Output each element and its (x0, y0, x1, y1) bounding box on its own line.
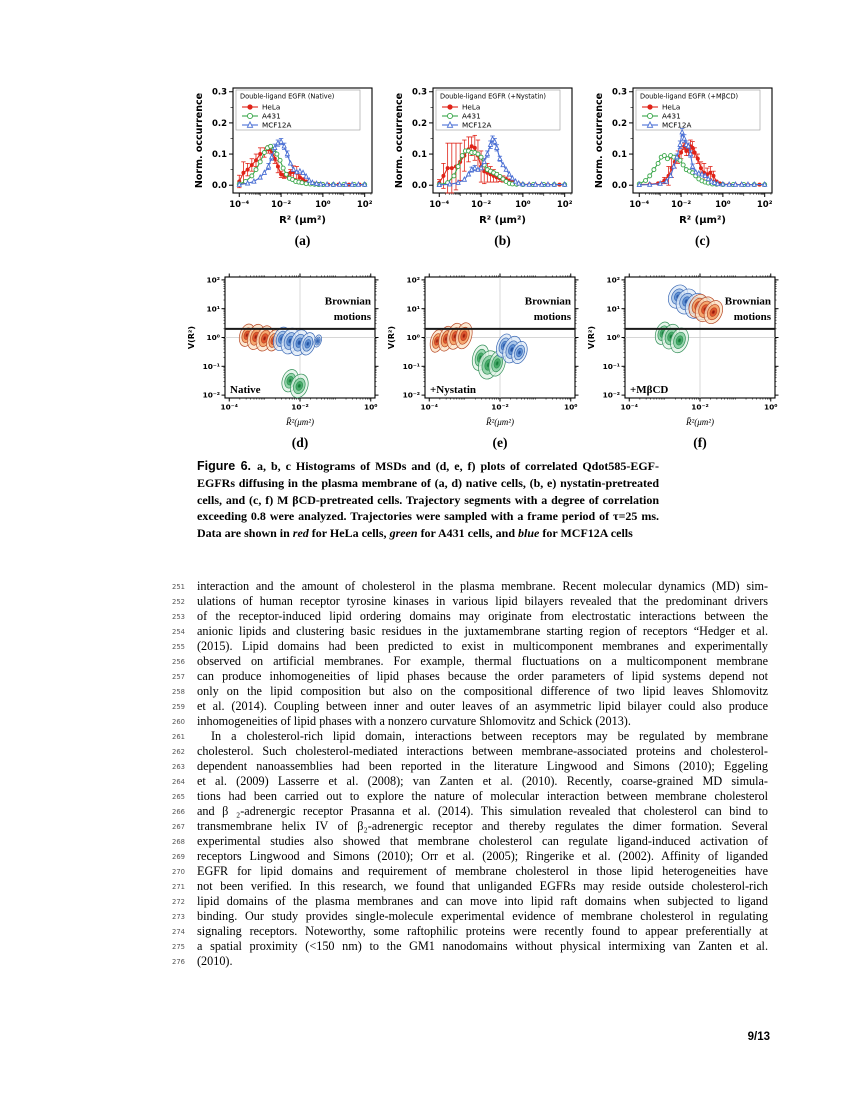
svg-text:Double-ligand EGFR (+Nystatin): Double-ligand EGFR (+Nystatin) (440, 92, 547, 101)
panel-label-a: (a) (294, 233, 311, 248)
caption-segment: for HeLa cells, (308, 526, 390, 541)
svg-text:R² (μm²): R² (μm²) (679, 215, 726, 226)
contour-e-svg (385, 268, 585, 428)
svg-text:10¹: 10¹ (406, 304, 420, 314)
svg-text:Brownian: Brownian (324, 295, 371, 308)
panel-a (190, 76, 390, 249)
svg-text:10⁻⁴: 10⁻⁴ (629, 200, 650, 210)
contour-mbcd (585, 268, 785, 433)
line-text: and β ₂-adrenergic receptor Prasanna et al. (2014). This simulation revealed that cholesterol can bind to (197, 804, 768, 818)
svg-text:0.1: 0.1 (211, 150, 227, 161)
svg-text:10⁰: 10⁰ (515, 200, 531, 210)
panel-label-b: (b) (494, 233, 511, 248)
svg-text:0.2: 0.2 (611, 118, 627, 129)
contour-f-svg (585, 268, 785, 428)
panel-label-e: (e) (492, 435, 508, 450)
svg-text:10⁻⁴: 10⁻⁴ (220, 402, 238, 412)
caption-segment: red (292, 526, 309, 541)
svg-text:10⁻²: 10⁻² (291, 402, 309, 412)
body-line (172, 624, 772, 639)
svg-text:V(R²): V(R²) (387, 325, 396, 350)
body-line (172, 684, 772, 699)
body-line (172, 879, 772, 894)
svg-text:0.3: 0.3 (611, 87, 627, 98)
svg-text:Brownian: Brownian (724, 295, 771, 308)
line-text: In a cholesterol-rich lipid domain, interactions between receptors may be regulated by membrane (211, 729, 768, 743)
line-number: 265 (172, 793, 185, 801)
svg-text:10⁰: 10⁰ (206, 333, 220, 343)
figure-caption-label: Figure 6. (197, 459, 252, 473)
svg-text:R̄²(μm²): R̄²(μm²) (286, 417, 314, 427)
histogram-nystatin (390, 76, 590, 231)
line-text: (2015). Lipid domains had been predicted to exist in multicomponent membranes and experimentally (197, 639, 768, 653)
svg-text:10⁻²: 10⁻² (491, 402, 509, 412)
contour-nystatin (385, 268, 585, 433)
svg-text:0.0: 0.0 (211, 181, 227, 192)
histogram-mbcd (590, 76, 790, 231)
histogram-a-svg (190, 76, 390, 226)
body-line (172, 669, 772, 684)
line-number: 263 (172, 763, 185, 771)
panel-label-d: (d) (291, 435, 309, 450)
svg-text:R̄²(μm²): R̄²(μm²) (686, 417, 714, 427)
body-line (172, 834, 772, 849)
line-text: not been verified. In this research, we found that unliganded EGFRs may reside outside cholesterol-rich (197, 879, 768, 893)
line-number: 261 (172, 733, 185, 741)
svg-text:Norm. occurrence: Norm. occurrence (194, 92, 205, 189)
line-text: tions had been carried out to explore the nature of molecular interaction between membrane cholesterol (197, 789, 768, 803)
panel-b (390, 76, 590, 249)
svg-text:10²: 10² (356, 200, 373, 210)
caption-segment: green (389, 526, 418, 541)
svg-text:R² (μm²): R² (μm²) (279, 215, 326, 226)
caption-segment: blue (518, 526, 540, 541)
line-number: 276 (172, 958, 185, 966)
svg-text:MCF12A: MCF12A (262, 120, 292, 130)
svg-text:10²: 10² (206, 275, 220, 285)
contour-native (185, 268, 385, 433)
svg-text:MCF12A: MCF12A (662, 120, 692, 130)
svg-text:10²: 10² (406, 275, 420, 285)
svg-text:0.2: 0.2 (211, 118, 227, 129)
line-text: signaling receptors. Noteworthy, some raftophilic proteins were recently found to appear preferentially at (197, 924, 768, 938)
body-line (172, 729, 772, 744)
svg-text:A431: A431 (262, 111, 281, 121)
body-line (172, 864, 772, 879)
line-text: et al. (2014). Coupling between inner and outer leaves of an asymmetric lipid bilayer could also produce (197, 699, 768, 713)
body-line (172, 954, 772, 969)
caption-segment: for MCF12A cells (539, 526, 633, 541)
svg-text:10⁻⁴: 10⁻⁴ (620, 402, 638, 412)
body-line (172, 654, 772, 669)
svg-text:10⁻²: 10⁻² (271, 200, 292, 210)
svg-text:10⁻⁴: 10⁻⁴ (229, 200, 250, 210)
line-number: 270 (172, 868, 185, 876)
line-number: 262 (172, 748, 185, 756)
svg-text:0.3: 0.3 (211, 87, 227, 98)
svg-text:10¹: 10¹ (606, 304, 620, 314)
line-number: 251 (172, 583, 185, 591)
svg-text:V(R²): V(R²) (187, 325, 196, 350)
line-text: cholesterol. Such cholesterol-mediated interactions between membrane-associated proteins and cholesterol- (197, 744, 768, 758)
svg-text:10⁻²: 10⁻² (202, 390, 220, 400)
body-line (172, 759, 772, 774)
figure-caption (197, 458, 659, 542)
line-number: 271 (172, 883, 185, 891)
svg-text:HeLa: HeLa (262, 102, 281, 112)
svg-text:Norm. occurrence: Norm. occurrence (594, 92, 605, 189)
line-text: observed on artificial membranes. For example, thermal fluctuations on a multicomponent membrane (197, 654, 768, 668)
line-number: 267 (172, 823, 185, 831)
svg-text:motions: motions (733, 310, 771, 323)
body-line (172, 804, 772, 819)
svg-text:10⁰: 10⁰ (563, 402, 578, 412)
line-number: 252 (172, 598, 185, 606)
line-text: et al. (2009) Lasserre et al. (2008); van Zanten et al. (2010). Recently, coarse-grained MD simula- (197, 774, 768, 788)
line-text: EGFR for lipid domains and requirement of membrane cholesterol in those lipid heterogeneities have (197, 864, 768, 878)
line-text: a spatial proximity (<150 nm) to the GM1 nanodomains without physical intermixing van Zanten et al. (197, 939, 768, 953)
histogram-b-svg (390, 76, 590, 226)
svg-text:0.1: 0.1 (411, 150, 427, 161)
line-number: 274 (172, 928, 185, 936)
body-line (172, 609, 772, 624)
body-line (172, 594, 772, 609)
line-number: 272 (172, 898, 185, 906)
body-line (172, 699, 772, 714)
svg-text:HeLa: HeLa (462, 102, 481, 112)
svg-text:0.1: 0.1 (611, 150, 627, 161)
svg-text:10⁻¹: 10⁻¹ (202, 361, 220, 371)
svg-text:10⁻⁴: 10⁻⁴ (420, 402, 438, 412)
svg-text:HeLa: HeLa (662, 102, 681, 112)
body-line (172, 849, 772, 864)
caption-segment: a, b, c Histograms of MSDs and (d, e, f) plots of correlated Qdot585-EGF-EGFRs diffusing in the plasma membrane of (a, d) native cells, (b, e) nystatin-pretreated cells, and (c, f) M βCD-pretreated cells. Trajectory segments with a degree of correlation exceeding 0.8 were analyzed. Trajectories were sampled with a frame period of τ=25 ms. Data are shown in (197, 459, 660, 541)
svg-text:10²: 10² (756, 200, 773, 210)
body-line (172, 894, 772, 909)
body-line (172, 819, 772, 834)
line-number: 255 (172, 643, 185, 651)
line-text: only on the lipid composition but also on the compositional difference of two lipid leaves Shlomovitz (197, 684, 768, 698)
panel-d (185, 268, 385, 451)
line-number: 253 (172, 613, 185, 621)
line-text: receptors Lingwood and Simons (2010); Orr et al. (2005); Ringerike et al. (2002). Affinity of liganded (197, 849, 768, 863)
line-text: experimental studies also showed that membrane cholesterol can regulate ligand-induced activation of (197, 834, 768, 848)
svg-text:+Nystatin: +Nystatin (430, 384, 476, 396)
panel-c (590, 76, 790, 249)
line-number: 258 (172, 688, 185, 696)
svg-text:10²: 10² (556, 200, 573, 210)
svg-text:Double-ligand EGFR (+MβCD): Double-ligand EGFR (+MβCD) (640, 92, 739, 101)
body-line (172, 939, 772, 954)
panel-f (585, 268, 785, 451)
line-text: interaction and the amount of cholesterol in the plasma membrane. Recent molecular dynamics (MD) sim- (197, 579, 768, 593)
line-number: 273 (172, 913, 185, 921)
svg-text:0.0: 0.0 (411, 181, 427, 192)
svg-text:0.2: 0.2 (411, 118, 427, 129)
line-text: dependent nanoassemblies had been reported in the literature Lingwood and Simons (2010); Eggeling (197, 759, 768, 773)
body-line (172, 909, 772, 924)
svg-text:10⁰: 10⁰ (315, 200, 331, 210)
svg-text:0.0: 0.0 (611, 181, 627, 192)
svg-text:Brownian: Brownian (524, 295, 571, 308)
line-text: binding. Our study provides single-molecule experimental evidence of membrane cholesterol in regulating (197, 909, 768, 923)
svg-text:10⁰: 10⁰ (606, 333, 620, 343)
svg-text:A431: A431 (662, 111, 681, 121)
svg-text:MCF12A: MCF12A (462, 120, 492, 130)
line-number: 275 (172, 943, 185, 951)
page-number: 9/13 (747, 1031, 770, 1043)
svg-text:10⁻¹: 10⁻¹ (602, 361, 620, 371)
svg-text:motions: motions (333, 310, 371, 323)
svg-text:V(R²): V(R²) (587, 325, 596, 350)
body-line (172, 639, 772, 654)
svg-text:10⁻²: 10⁻² (402, 390, 420, 400)
line-number: 254 (172, 628, 185, 636)
svg-text:10⁻¹: 10⁻¹ (402, 361, 420, 371)
svg-text:10¹: 10¹ (206, 304, 220, 314)
svg-text:Native: Native (230, 384, 261, 396)
line-text: inhomogeneities of lipid phases with a nonzero curvature Shlomovitz and Schick (2013). (197, 714, 631, 728)
line-text: ulations of human receptor tyrosine kinases in various lipid bilayers revealed that the predominant drivers (197, 594, 768, 608)
line-number: 264 (172, 778, 185, 786)
svg-text:10⁻²: 10⁻² (602, 390, 620, 400)
line-number: 257 (172, 673, 185, 681)
contour-d-svg (185, 268, 385, 428)
line-number: 268 (172, 838, 185, 846)
line-text: (2010). (197, 954, 233, 968)
body-line (172, 579, 772, 594)
svg-text:10⁻²: 10⁻² (691, 402, 709, 412)
line-text: transmembrane helix IV of β₂-adrenergic receptor and thereby regulates the dimer formation. Several (197, 819, 768, 833)
panel-label-c: (c) (695, 233, 710, 248)
panel-label-f: (f) (693, 435, 707, 450)
body-line (172, 714, 772, 729)
body-line (172, 789, 772, 804)
line-number: 269 (172, 853, 185, 861)
line-text: lipid domains of the plasma membranes and can move into lipid raft domains when subjected to ligand (197, 894, 768, 908)
svg-text:R² (μm²): R² (μm²) (479, 215, 526, 226)
line-number: 260 (172, 718, 185, 726)
line-number: 259 (172, 703, 185, 711)
svg-text:10⁻²: 10⁻² (671, 200, 692, 210)
svg-text:10⁻⁴: 10⁻⁴ (429, 200, 450, 210)
svg-text:R̄²(μm²): R̄²(μm²) (486, 417, 514, 427)
svg-text:0.3: 0.3 (411, 87, 427, 98)
line-text: of the receptor-induced lipid ordering domains may originate from electrostatic interactions between the (197, 609, 768, 623)
svg-text:10⁰: 10⁰ (763, 402, 778, 412)
line-text: can produce inhomogeneities of lipid phases because the order parameters of lipid systems depend not (197, 669, 768, 683)
svg-text:10⁰: 10⁰ (715, 200, 731, 210)
svg-text:A431: A431 (462, 111, 481, 121)
svg-text:10⁰: 10⁰ (363, 402, 378, 412)
body-line (172, 774, 772, 789)
svg-text:Double-ligand EGFR (Native): Double-ligand EGFR (Native) (240, 92, 335, 101)
body-text (172, 579, 772, 969)
svg-text:10²: 10² (606, 275, 620, 285)
body-line (172, 744, 772, 759)
svg-text:+MβCD: +MβCD (630, 384, 669, 396)
svg-text:10⁻²: 10⁻² (471, 200, 492, 210)
caption-segment: for A431 cells, and (417, 526, 519, 541)
line-text: anionic lipids and clustering basic residues in the juxtamembrane starting region of receptors “Hedger et al. (197, 624, 768, 638)
svg-text:motions: motions (533, 310, 571, 323)
line-number: 266 (172, 808, 185, 816)
panel-e (385, 268, 585, 451)
histogram-native (190, 76, 390, 231)
figure-caption-text (197, 459, 659, 540)
body-line (172, 924, 772, 939)
svg-text:Norm. occurrence: Norm. occurrence (394, 92, 405, 189)
svg-text:10⁰: 10⁰ (406, 333, 420, 343)
line-number: 256 (172, 658, 185, 666)
histogram-c-svg (590, 76, 790, 226)
